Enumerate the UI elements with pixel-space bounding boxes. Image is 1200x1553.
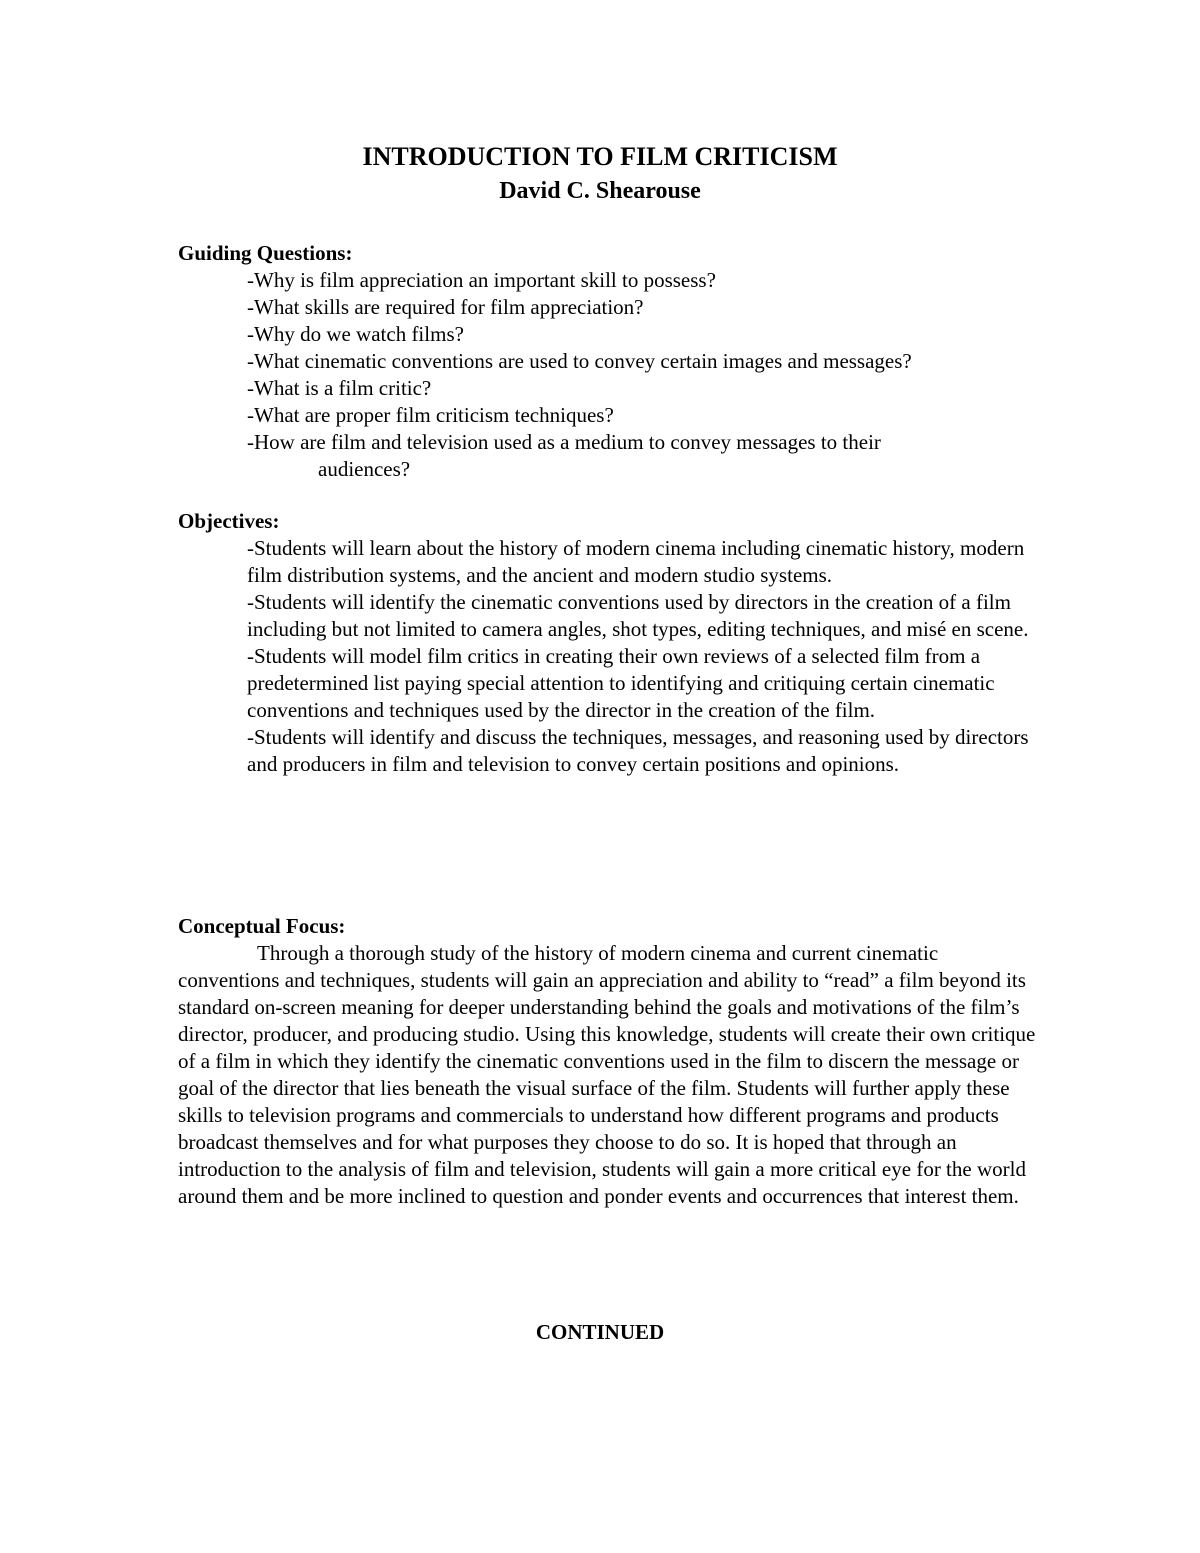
list-item: -What is a film critic? bbox=[247, 376, 432, 400]
list-item: -Why is film appreciation an important skill to possess? bbox=[247, 268, 716, 292]
guiding-questions-heading: Guiding Questions: bbox=[178, 241, 353, 265]
objectives-section bbox=[178, 508, 1038, 778]
document-title: INTRODUCTION TO FILM CRITICISM bbox=[362, 142, 838, 171]
title-block bbox=[0, 140, 1200, 208]
list-item: -Students will identify and discuss the techniques, messages, and reasoning used by directors and producers in film and television to convey certain positions and opinions. bbox=[247, 725, 1029, 776]
list-item: -What cinematic conventions are used to convey certain images and messages? bbox=[247, 349, 912, 373]
list-item: -Students will learn about the history of modern cinema including cinematic history, modern film distribution systems, and the ancient and modern studio systems. bbox=[247, 536, 1025, 587]
guiding-questions-section bbox=[178, 240, 1038, 483]
list-item: -Why do we watch films? bbox=[247, 322, 464, 346]
continued-label: CONTINUED bbox=[535, 1320, 665, 1344]
list-item: -What are proper film criticism techniques? bbox=[247, 403, 614, 427]
conceptual-focus-heading: Conceptual Focus: bbox=[178, 914, 346, 938]
objectives-heading: Objectives: bbox=[178, 509, 280, 533]
list-item: -Students will identify the cinematic conventions used by directors in the creation of a film including but not limited to camera angles, shot types, editing techniques, and misé en scene. bbox=[247, 590, 1029, 641]
document-author: David C. Shearouse bbox=[499, 178, 701, 204]
objectives-list bbox=[178, 535, 1038, 778]
list-item: -Students will model film critics in creating their own reviews of a selected film from a predetermined list paying special attention to identifying and critiquing certain cinematic conventions and techniques used by the director in the creation of the film. bbox=[247, 644, 995, 722]
conceptual-focus-section bbox=[178, 913, 1038, 1210]
guiding-questions-list bbox=[178, 267, 1038, 483]
list-item: -How are film and television used as a medium to convey messages to their bbox=[247, 430, 881, 454]
list-item-continuation bbox=[247, 456, 1038, 483]
list-item: -What skills are required for film appreciation? bbox=[247, 295, 644, 319]
continuation-text: audiences? bbox=[318, 457, 411, 481]
conceptual-focus-paragraph: Through a thorough study of the history of modern cinema and current cinematic conventions and techniques, students will gain an appreciation and ability to “read” a film beyond its standard on-screen meaning for deeper understanding behind the goals and motivations of the film’s director, producer, and producing studio. Using this knowledge, students will create their own critique of a film in which they identify the cinematic conventions used in the film to discern the message or goal of the director that lies beneath the visual surface of the film. Students will further apply these skills to television programs and commercials to understand how different programs and products broadcast themselves and for what purposes they choose to do so. It is hoped that through an introduction to the analysis of film and television, students will gain a more critical eye for the world around them and be more inclined to question and ponder events and occurrences that interest them. bbox=[178, 941, 1036, 1208]
